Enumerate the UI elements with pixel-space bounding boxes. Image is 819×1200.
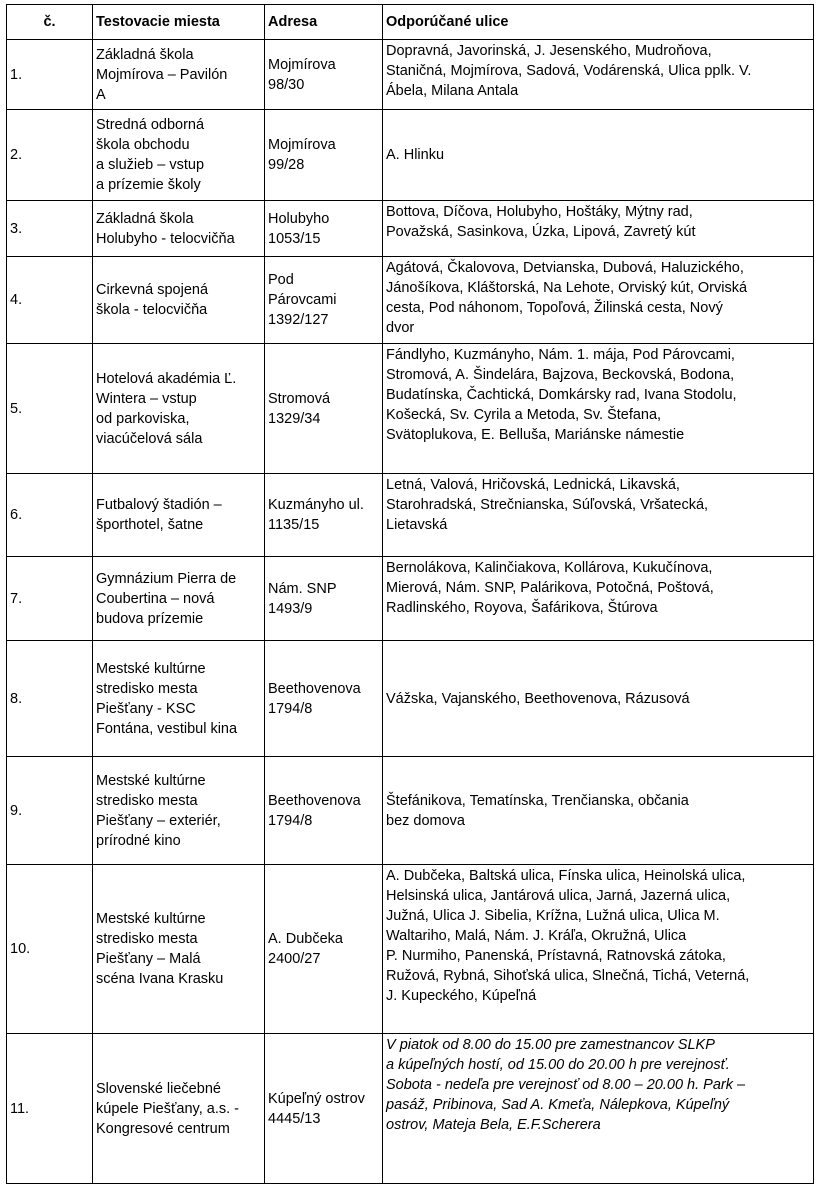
testing-sites-document xyxy=(6,4,814,1184)
testing-place xyxy=(93,257,265,344)
recommended-streets xyxy=(383,344,814,474)
streets-text: Bernolákova, Kalinčiakova, Kollárova, Kukučínova, Mierová, Nám. SNP, Palárikova, Potočná, Poštová, Radlinského, Royova, Šafárikova, Štúrova xyxy=(386,560,714,616)
recommended-streets xyxy=(383,557,814,641)
address-text: Beethovenova 1794/8 xyxy=(268,680,361,717)
address xyxy=(265,474,383,557)
table-row xyxy=(7,557,814,641)
testing-place-text: Mestské kultúrne stredisko mesta Piešťany – Malá scéna Ivana Krasku xyxy=(96,911,224,987)
streets-text: V piatok od 8.00 do 15.00 pre zamestnancov SLKP a kúpeľných hostí, od 15.00 do 20.00 h pre verejnosť. Sobota - nedeľa pre verejnosť od 8.00 – 20.00 h. Park – pasáž, Pribinova, Sad A. Kmeťa, Nálepkova, Kúpeľný ostrov, Mateja Bela, E.F.Scherera xyxy=(386,1037,746,1133)
table-row xyxy=(7,201,814,257)
testing-place-text: Základná škola Mojmírova – Pavilón A xyxy=(96,46,228,103)
address xyxy=(265,40,383,110)
recommended-streets xyxy=(383,110,814,201)
streets-text: Fándlyho, Kuzmányho, Nám. 1. mája, Pod Párovcami, Stromová, A. Šindelára, Bajzova, Beckovská, Bodona, Budatínska, Čachtická, Domkársky rad, Ivana Stodolu, Košecká, Sv. Cyrila a Metoda, Sv. Štefana, Svätoplukova, E. Belluša, Mariánske námestie xyxy=(386,347,737,443)
address-text: Kuzmányho ul. 1135/15 xyxy=(268,497,364,533)
address-text: Mojmírova 99/28 xyxy=(268,137,336,173)
header-number: č. xyxy=(7,5,93,40)
testing-place-text: Futbalový štadión – športhotel, šatne xyxy=(96,497,222,533)
recommended-streets xyxy=(383,757,814,865)
row-number: 4. xyxy=(7,257,93,344)
recommended-streets xyxy=(383,474,814,557)
address xyxy=(265,110,383,201)
recommended-streets xyxy=(383,40,814,110)
address-text: Kúpeľný ostrov 4445/13 xyxy=(268,1090,365,1127)
recommended-streets xyxy=(383,865,814,1034)
address xyxy=(265,1034,383,1184)
address-text: A. Dubčeka 2400/27 xyxy=(268,931,343,967)
row-number: 10. xyxy=(7,865,93,1034)
table-row xyxy=(7,40,814,110)
row-number: 9. xyxy=(7,757,93,865)
table-row xyxy=(7,865,814,1034)
address xyxy=(265,257,383,344)
row-number: 5. xyxy=(7,344,93,474)
testing-place-text: Stredná odborná škola obchodu a služieb – vstup a prízemie školy xyxy=(96,117,205,193)
streets-text: A. Dubčeka, Baltská ulica, Fínska ulica, Heinolská ulica, Helsinská ulica, Jantárová ulica, Jarná, Jazerná ulica, Južná, Ulica J. Sibelia, Krížna, Lužná ulica, Ulica M. Waltariho, Malá, Nám. J. Kráľa, Okružná, Ulica P. Nurmiho, Panenská, Prístavná, Ratnovská zátoka, Ružová, Rybná, Sihoťská ulica, Slnečná, Tichá, Veterná, J. Kupeckého, Kúpeľná xyxy=(386,868,750,1004)
address xyxy=(265,557,383,641)
table-row xyxy=(7,757,814,865)
row-number: 6. xyxy=(7,474,93,557)
streets-text: Štefánikova, Tematínska, Trenčianska, občania bez domova xyxy=(386,792,689,829)
testing-place-text: Základná škola Holubyho - telocvičňa xyxy=(96,210,235,247)
streets-text: Bottova, Díčova, Holubyho, Hoštáky, Mýtny rad, Považská, Sasinkova, Úzka, Lipová, Zavretý kút xyxy=(386,204,696,240)
testing-place xyxy=(93,1034,265,1184)
streets-text: Dopravná, Javorinská, J. Jesenského, Mudroňova, Staničná, Mojmírova, Sadová, Vodárenská, Ulica pplk. V. Ábela, Milana Antala xyxy=(386,43,752,99)
recommended-streets xyxy=(383,641,814,757)
table-row xyxy=(7,641,814,757)
recommended-streets xyxy=(383,201,814,257)
table-row xyxy=(7,344,814,474)
address-text: Beethovenova 1794/8 xyxy=(268,792,361,829)
row-number: 11. xyxy=(7,1034,93,1184)
recommended-streets xyxy=(383,257,814,344)
testing-place xyxy=(93,757,265,865)
testing-place xyxy=(93,201,265,257)
row-number: 7. xyxy=(7,557,93,641)
testing-place xyxy=(93,474,265,557)
testing-place xyxy=(93,344,265,474)
table-row xyxy=(7,1034,814,1184)
testing-place-text: Gymnázium Pierra de Coubertina – nová budova prízemie xyxy=(96,570,237,627)
testing-place-text: Slovenské liečebné kúpele Piešťany, a.s. - Kongresové centrum xyxy=(96,1080,239,1137)
testing-place-text: Cirkevná spojená škola - telocvičňa xyxy=(96,282,209,318)
row-number: 3. xyxy=(7,201,93,257)
testing-place-text: Mestské kultúrne stredisko mesta Piešťany - KSC Fontána, vestibul kina xyxy=(96,660,238,737)
header-address: Adresa xyxy=(265,5,383,40)
header-recommended-streets: Odporúčané ulice xyxy=(383,5,814,40)
address xyxy=(265,757,383,865)
table-row xyxy=(7,474,814,557)
streets-text: A. Hlinku xyxy=(386,147,445,163)
row-number: 8. xyxy=(7,641,93,757)
streets-text: Vážska, Vajanského, Beethovenova, Rázusová xyxy=(386,690,690,707)
testing-sites-table xyxy=(6,4,814,1184)
address-text: Pod Párovcami 1392/127 xyxy=(268,272,337,328)
streets-text: Agátová, Čkalovova, Detvianska, Dubová, Haluzického, Jánošíkova, Kláštorská, Na Lehote, Orviský kút, Orviská cesta, Pod náhonom, Topoľová, Žilinská cesta, Nový dvor xyxy=(386,260,748,336)
testing-place xyxy=(93,40,265,110)
testing-place xyxy=(93,641,265,757)
testing-place xyxy=(93,110,265,201)
testing-place xyxy=(93,865,265,1034)
header-testing-place: Testovacie miesta xyxy=(93,5,265,40)
recommended-streets xyxy=(383,1034,814,1184)
testing-place-text: Hotelová akadémia Ľ. Wintera – vstup od parkoviska, viacúčelová sála xyxy=(96,370,237,447)
table-row xyxy=(7,110,814,201)
table-row xyxy=(7,257,814,344)
testing-place-text: Mestské kultúrne stredisko mesta Piešťany – exteriér, prírodné kino xyxy=(96,772,221,849)
row-number: 2. xyxy=(7,110,93,201)
address xyxy=(265,641,383,757)
address xyxy=(265,201,383,257)
streets-text: Letná, Valová, Hričovská, Lednická, Likavská, Starohradská, Strečnianska, Súľovská, Vršatecká, Lietavská xyxy=(386,477,709,533)
address-text: Holubyho 1053/15 xyxy=(268,210,330,247)
address-text: Mojmírova 98/30 xyxy=(268,56,336,93)
testing-place xyxy=(93,557,265,641)
address xyxy=(265,344,383,474)
address-text: Nám. SNP 1493/9 xyxy=(268,580,337,617)
row-number: 1. xyxy=(7,40,93,110)
address-text: Stromová 1329/34 xyxy=(268,390,331,427)
address xyxy=(265,865,383,1034)
table-header-row xyxy=(7,5,814,40)
